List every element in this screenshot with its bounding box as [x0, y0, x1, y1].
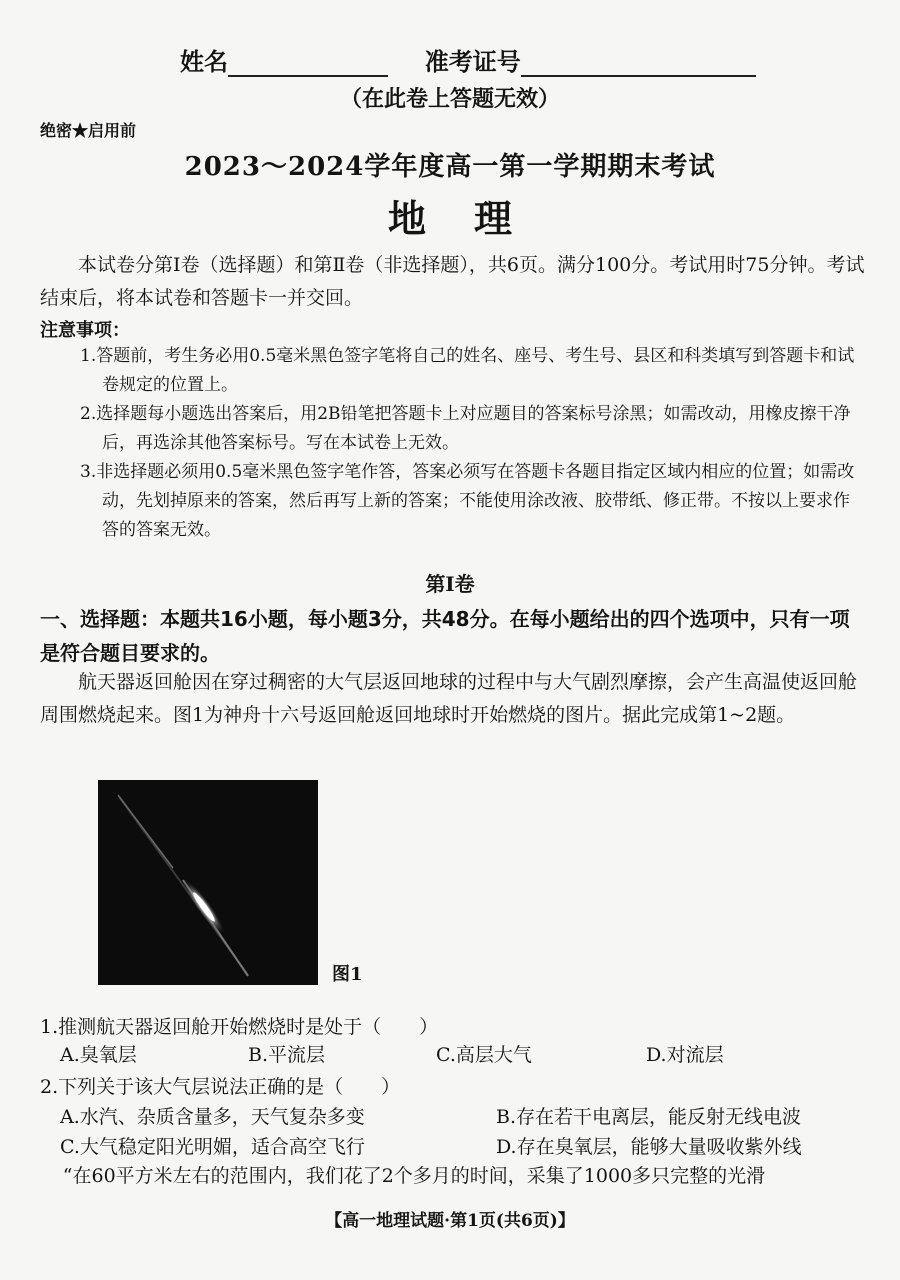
name-blank [228, 51, 388, 77]
question-1-options [60, 1040, 860, 1070]
question-2-options-row-2 [60, 1132, 860, 1162]
passage: 航天器返回舱因在穿过稠密的大气层返回地球的过程中与大气剧烈摩擦，会产生高温使返回舱周围燃烧起来。图1为神舟十六号返回舱返回地球时开始燃烧的图片。据此完成第1~2题。 [40, 671, 858, 726]
secret-label: 绝密★启用前 [40, 121, 137, 140]
option-a: A.臭氧层 [60, 1044, 137, 1066]
option-b: B.平流层 [248, 1044, 326, 1066]
option-b: B.存在若干电离层，能反射无线电波 [496, 1106, 802, 1128]
option-d: D.对流层 [646, 1044, 724, 1066]
figure-caption: 图1 [332, 964, 363, 985]
section-heading: 一、选择题：本题共16小题，每小题3分，共48分。在每小题给出的四个选项中，只有一项是符合题目要求的。 [40, 607, 850, 665]
question-2-options-row-1 [60, 1102, 860, 1132]
exam-title: 2023～2024学年度高一第一学期期末考试 [184, 152, 716, 182]
reentry-streak-image [98, 780, 318, 985]
ticket-number-label: 准考证号 [424, 47, 521, 76]
next-passage-start: “在60平方米左右的范围内，我们花了2个多月的时间，采集了1000多只完整的光滑 [62, 1165, 766, 1187]
volume-title: 第Ⅰ卷 [425, 572, 475, 596]
option-c: C.大气稳定阳光明媚，适合高空飞行 [60, 1136, 365, 1158]
question-1-stem: 1.推测航天器返回舱开始燃烧时是处于（ ） [40, 1016, 439, 1038]
page-footer: 【高一地理试题·第1页(共6页)】 [325, 1211, 575, 1231]
option-a: A.水汽、杂质含量多，天气复杂多变 [60, 1106, 365, 1128]
ticket-number-blank [521, 51, 756, 77]
name-label: 姓名 [180, 47, 228, 76]
option-d: D.存在臭氧层，能够大量吸收紫外线 [496, 1136, 802, 1158]
notice-title: 注意事项： [40, 320, 130, 341]
question-2-stem: 2.下列关于该大气层说法正确的是（ ） [40, 1076, 401, 1098]
candidate-info-line [180, 42, 756, 77]
figure-reentry-photo [98, 780, 318, 985]
notice-item: 3.非选择题必须用0.5毫米黑色签字笔作答，答案必须写在答题卡各题目指定区域内相应的位置；如需改动，先划掉原来的答案，然后再写上新的答案；不能使用涂改液、胶带纸、修正带。不按以上要求作答的答案无效。 [80, 462, 855, 540]
subject-title: 地理 [387, 196, 560, 241]
notice-list [80, 342, 866, 545]
notice-item: 1.答题前，考生务必用0.5毫米黑色签字笔将自己的姓名、座号、考生号、县区和科类填写到答题卡和试卷规定的位置上。 [80, 346, 855, 395]
notice-item: 2.选择题每小题选出答案后，用2B铅笔把答题卡上对应题目的答案标号涂黑；如需改动，用橡皮擦干净后，再选涂其他答案标号。写在本试卷上无效。 [80, 404, 851, 453]
option-c: C.高层大气 [436, 1044, 532, 1066]
invalid-note: （在此卷上答题无效） [339, 86, 560, 112]
intro-paragraph: 本试卷分第Ⅰ卷（选择题）和第Ⅱ卷（非选择题），共6页。满分100分。考试用时75分钟。考试结束后，将本试卷和答题卡一并交回。 [40, 254, 865, 309]
